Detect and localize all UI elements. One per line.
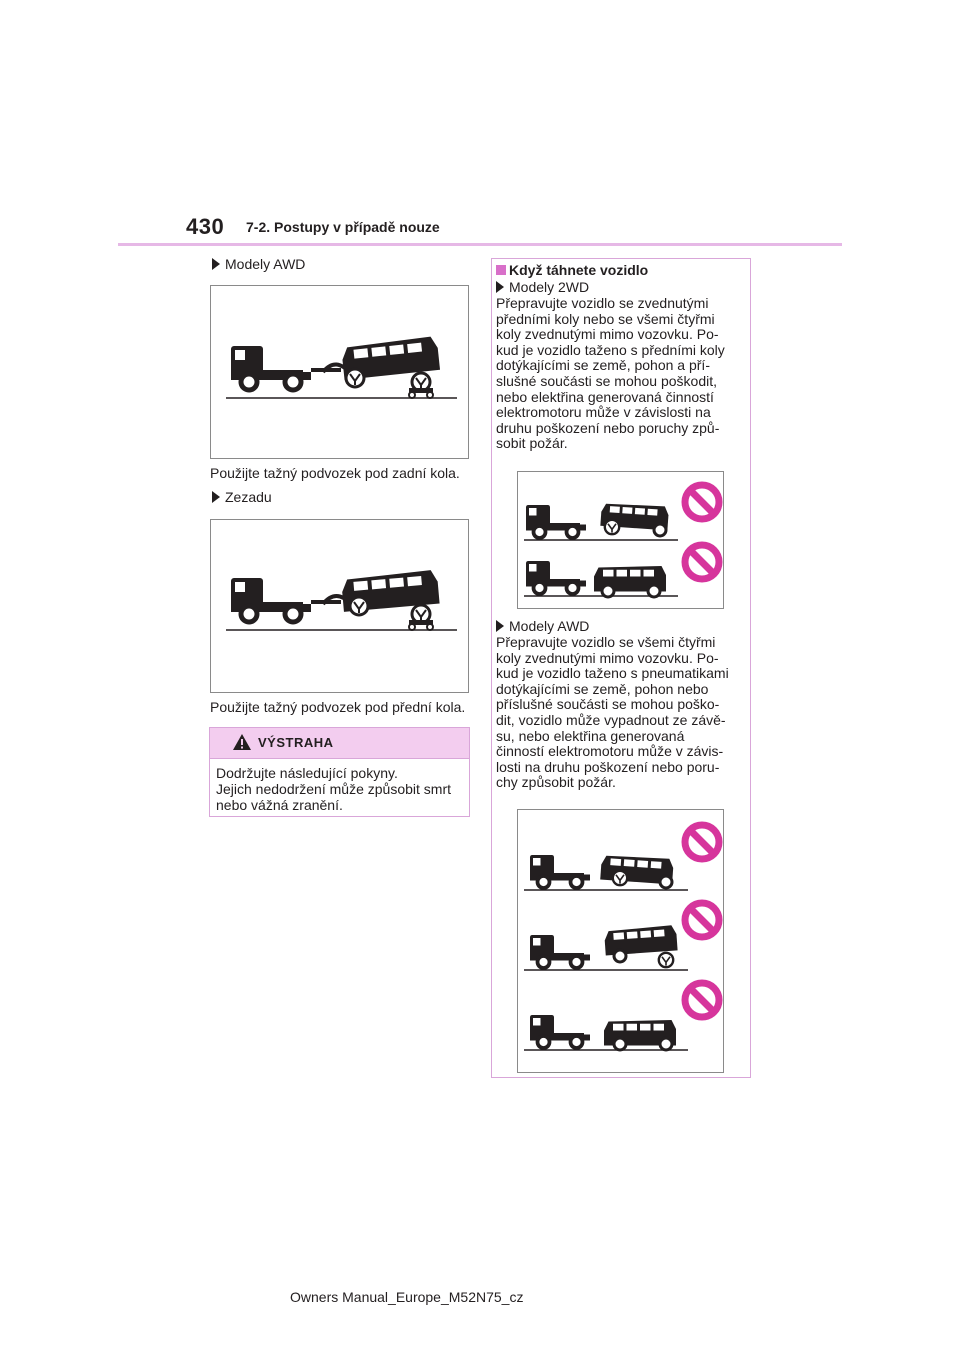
warning-line: nebo vážná zranění. — [216, 797, 343, 813]
warning-header — [210, 728, 469, 759]
page-number: 430 — [186, 214, 225, 239]
bullet-triangle-icon — [212, 491, 220, 503]
rear-label — [212, 489, 272, 505]
rear-tow-dolly-figure — [210, 519, 469, 693]
wd2-paragraph — [496, 296, 746, 452]
awd-label — [212, 256, 305, 272]
header-rule — [118, 243, 842, 246]
text-line: slušné součásti se mohou poškodit, — [496, 372, 718, 389]
warning-body — [210, 759, 469, 819]
wd2-prohibited-figure — [517, 471, 724, 609]
text-line: kud je vozidlo taženo s pneumatikami — [496, 665, 729, 682]
text-line: Přepravujte vozidlo se všemi čtyřmi — [496, 634, 716, 650]
text-line: losti na druhu poškození nebo poru- — [496, 758, 720, 775]
awd-label-text: Modely AWD — [225, 256, 306, 272]
awd-right-label-text: Modely AWD — [509, 618, 590, 634]
warning-title: VÝSTRAHA — [258, 735, 334, 750]
towing-info-panel — [491, 258, 751, 1078]
awd-tow-dolly-figure — [210, 285, 469, 459]
text-line: příslušné součásti se mohou poško- — [496, 696, 720, 713]
warning-line: Jejich nedodržení může způsobit smrt — [216, 781, 451, 797]
text-line: elektromotoru může v závislosti na — [496, 404, 711, 421]
text-line: činností elektromotoru může v závis- — [496, 743, 724, 760]
text-line: nebo elektřina generovaná činností — [496, 388, 714, 405]
awd-caption: Použijte tažný podvozek pod zadní kola. — [210, 465, 460, 481]
text-line: koly zvednutými mimo vozovku. Po- — [496, 326, 719, 343]
section-title: 7-2. Postupy v případě nouze — [246, 219, 440, 235]
warning-line: Dodržujte následující pokyny. — [216, 765, 398, 781]
rear-label-text: Zezadu — [225, 489, 272, 505]
text-line: druhu poškození nebo poruchy způ- — [496, 419, 720, 436]
text-line: dotýkajícími se země, pohon nebo — [496, 680, 709, 697]
footer-text: Owners Manual_Europe_M52N75_cz — [290, 1289, 524, 1305]
warning-box — [209, 727, 470, 817]
panel-heading-text: Když táhnete vozidlo — [509, 262, 649, 278]
text-line: dotýkajícími se země, pohon a pří- — [496, 357, 710, 374]
awd-prohibited-figure — [517, 809, 724, 1073]
text-line: kud je vozidlo taženo s předními koly — [496, 341, 725, 358]
square-bullet-icon — [496, 265, 506, 275]
panel-heading — [496, 263, 746, 279]
awd-right-label — [496, 619, 746, 635]
text-line: sobit požár. — [496, 435, 568, 452]
text-line: chy způsobit požár. — [496, 774, 616, 791]
rear-caption: Použijte tažný podvozek pod přední kola. — [210, 699, 466, 715]
warning-triangle-icon — [232, 733, 252, 751]
text-line: su, nebo elektřina generovaná — [496, 727, 685, 744]
text-line: Přepravujte vozidlo se zvednutými — [496, 295, 709, 311]
bullet-triangle-icon — [496, 281, 504, 293]
text-line: koly zvednutými mimo vozovku. Po- — [496, 649, 719, 666]
awd-paragraph — [496, 635, 746, 791]
text-line: dit, vozidlo může vypadnout ze závě- — [496, 711, 726, 728]
bullet-triangle-icon — [496, 620, 504, 632]
wd2-label — [496, 280, 746, 296]
wd2-label-text: Modely 2WD — [509, 279, 590, 295]
bullet-triangle-icon — [212, 258, 220, 270]
text-line: předními koly nebo se všemi čtyřmi — [496, 310, 715, 327]
